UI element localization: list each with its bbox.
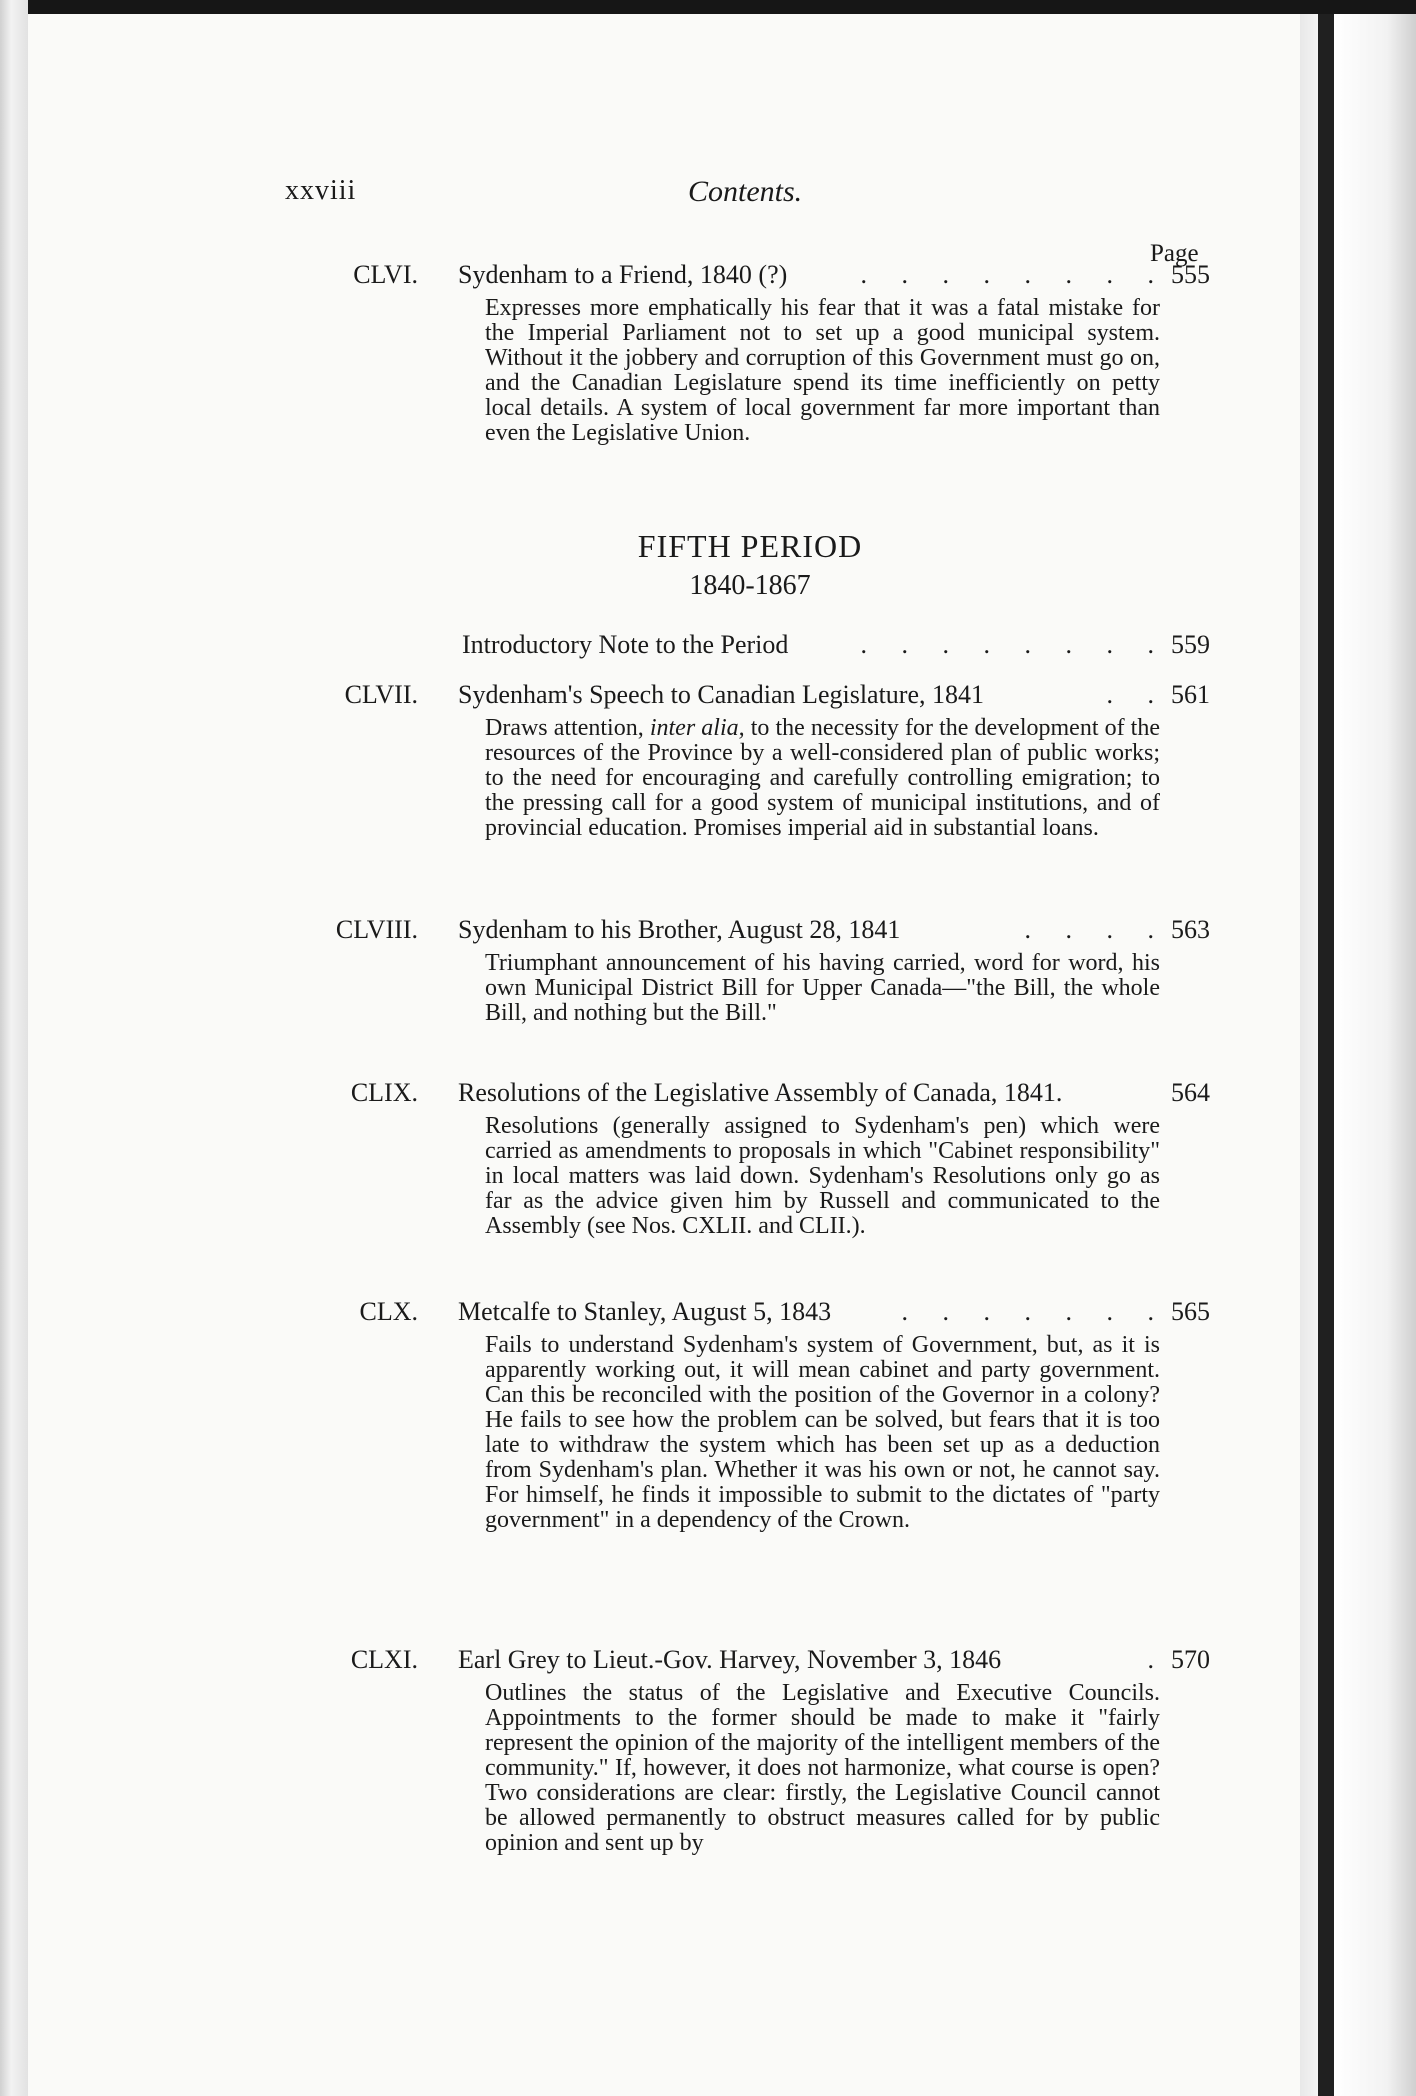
entry-page: 555 — [1171, 260, 1210, 289]
entry-summary — [485, 716, 1160, 841]
entry-title: Sydenham to his Brother, August 28, 1841 — [458, 915, 901, 944]
leader-dots: . . . . . . . . — [860, 630, 1168, 659]
contents-entry — [330, 260, 1210, 446]
entry-page: 570 — [1171, 1645, 1210, 1674]
entry-title: Resolutions of the Legislative Assembly of Canada, 1841. — [458, 1078, 1063, 1107]
entry-title: Introductory Note to the Period — [462, 630, 789, 659]
entry-page: 565 — [1171, 1297, 1210, 1326]
facing-page-shadow — [1318, 14, 1334, 2096]
leader-dots: . . . . . . . . — [860, 260, 1168, 289]
contents-entry — [330, 1645, 1210, 1856]
book-gutter — [0, 0, 28, 2096]
entry-page: 561 — [1171, 680, 1210, 709]
entry-title: Earl Grey to Lieut.-Gov. Harvey, November 3, 1846 — [458, 1645, 1002, 1674]
leader-dots: . — [1147, 1645, 1168, 1674]
entry-heading — [330, 915, 1210, 951]
entry-summary: Fails to understand Sydenham's system of Government, but, as it is apparently working out, it will mean cabinet and party government. Can this be reconciled with the position of the Governor in a colony? He fails to see how the problem can be solved, but fears that it is too late to withdraw the system which has been set up as a deduction from Sydenham's plan. Whether it was his own or not, he cannot say. For himself, he finds it impossible to submit to the dictates of "party government" in a dependency of the Crown. — [485, 1332, 1160, 1533]
entry-summary: Outlines the status of the Legislative and Executive Councils. Appointments to the former should be made to make it "fairly represent the opinion of the majority of the intelligent members of the community." If, however, it does not harmonize, what course is open? Two considerations are clear: firstly, the Legislative Council cannot be allowed permanently to obstruct measures called for by public opinion and sent up by — [485, 1680, 1160, 1856]
entry-title: Sydenham to a Friend, 1840 (?) — [458, 260, 788, 289]
leader-dots: . . . . — [1024, 915, 1168, 944]
page-header — [285, 175, 1205, 215]
summary-text: Draws attention, — [485, 715, 650, 741]
entry-page: 563 — [1171, 915, 1210, 944]
entry-number: CLX. — [359, 1297, 418, 1326]
leader-dots: . . — [1106, 680, 1168, 709]
entry-title: Sydenham's Speech to Canadian Legislature, 1841 — [458, 680, 985, 709]
entry-heading — [330, 1645, 1210, 1681]
entry-summary: Triumphant announcement of his having carried, word for word, his own Municipal District Bill for Upper Canada—"the Bill, the whole Bill, and nothing but the Bill." — [485, 950, 1160, 1026]
folio-number: xxviii — [285, 175, 357, 206]
contents-entry — [330, 1297, 1210, 1533]
period-title: FIFTH PERIOD — [637, 528, 863, 564]
entry-number: CLVIII. — [335, 915, 418, 944]
contents-entry — [330, 680, 1210, 841]
entry-title: Metcalfe to Stanley, August 5, 1843 — [458, 1297, 832, 1326]
entry-summary: Expresses more emphatically his fear that it was a fatal mistake for the Imperial Parliament not to set up a good municipal system. Without it the jobbery and corruption of this Government must go on, and the Canadian Legislature spend its time inefficiently on petty local details. A system of local government far more important than even the Legislative Union. — [485, 295, 1160, 446]
contents-entry — [330, 915, 1210, 1026]
entry-number: CLIX. — [350, 1078, 418, 1107]
entry-heading — [330, 680, 1210, 716]
entry-number: CLXI. — [350, 1645, 418, 1674]
period-years: 1840-1867 — [689, 570, 811, 601]
entry-summary: Resolutions (generally assigned to Sydenham's pen) which were carried as amendments to proposals in which "Cabinet responsibility" in local matters was laid down. Sydenham's Resolutions only go as far as the advice given him by Russell and communicated to the Assembly (see Nos. CXLII. and CLII.). — [485, 1113, 1160, 1239]
entry-number: CLVII. — [344, 680, 418, 709]
entry-page: 559 — [1171, 630, 1210, 659]
summary-text: to the necessity for the development of the resources of the Province by a well-considered plan of public works; to the need for encouraging and carefully controlling emigration; to the pressing call for a good system of municipal institutions, and of provincial education. Promises imperial aid in substantial loans. — [485, 715, 1161, 841]
entry-heading — [330, 1078, 1210, 1114]
leader-dots: . . . . . . . — [901, 1297, 1168, 1326]
page-top-edge — [0, 0, 1416, 14]
entry-heading — [330, 630, 1210, 666]
entry-number: CLVI. — [353, 260, 418, 289]
summary-italic: inter alia, — [649, 715, 745, 741]
contents-entry — [330, 1078, 1210, 1239]
contents-entry-intro — [330, 630, 1210, 666]
entry-heading — [330, 1297, 1210, 1333]
page-column-label: Page — [1150, 240, 1199, 267]
entry-heading — [330, 260, 1210, 296]
entry-page: 564 — [1171, 1078, 1210, 1107]
running-title: Contents. — [688, 175, 803, 208]
